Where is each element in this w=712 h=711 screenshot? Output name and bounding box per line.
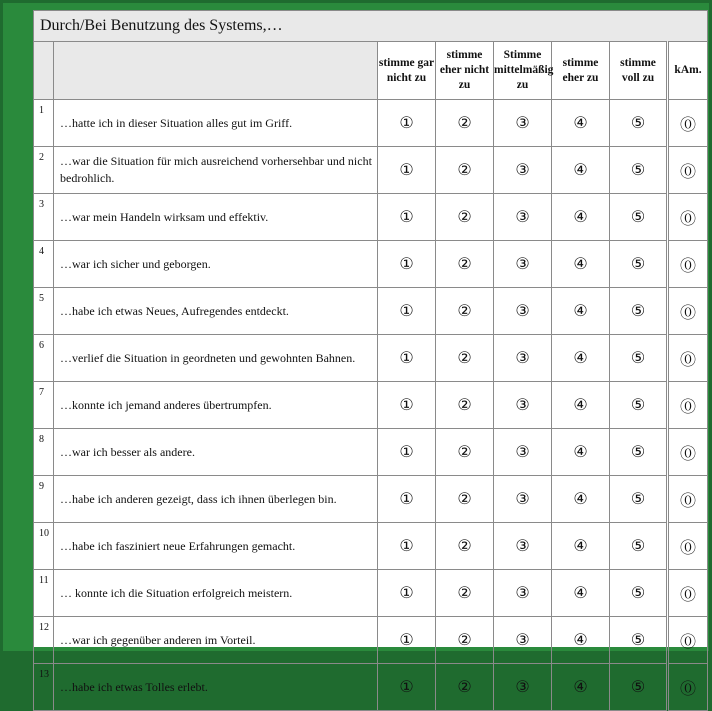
option-cell [494,100,552,147]
option-cell [610,429,668,476]
table-row [34,523,708,570]
option-1-radio[interactable]: ① [399,350,414,367]
item-statement: …konnte ich jemand anderes übertrumpfen. [54,382,378,429]
option-2-radio[interactable]: ② [457,444,472,461]
option-3-radio[interactable]: ③ [515,303,530,320]
option-cell [494,570,552,617]
item-statement: …hatte ich in dieser Situation alles gut im Griff. [54,100,378,147]
option-2-radio[interactable]: ② [457,538,472,555]
option-cell [378,617,436,664]
header-item-cell [54,42,378,100]
option-kam-radio[interactable]: ⓪ [680,210,697,228]
option-cell [436,147,494,194]
option-cell [436,570,494,617]
table-row [34,476,708,523]
header-row [34,42,708,100]
column-header-kam: kAm. [668,42,708,100]
option-cell [552,664,610,711]
item-statement: …war ich sicher und geborgen. [54,241,378,288]
option-4-radio[interactable]: ④ [573,679,588,696]
option-cell [378,194,436,241]
option-cell [668,570,708,617]
option-4-radio[interactable]: ④ [573,397,588,414]
option-3-radio[interactable]: ③ [515,162,530,179]
option-cell [552,288,610,335]
questionnaire-sheet [33,10,707,698]
option-cell [436,523,494,570]
table-row [34,335,708,382]
option-cell [552,382,610,429]
table-title: Durch/Bei Benutzung des Systems,… [34,11,708,42]
option-cell [552,147,610,194]
option-1-radio[interactable]: ① [399,115,414,132]
option-cell [668,147,708,194]
item-number: 12 [34,617,54,664]
option-4-radio[interactable]: ④ [573,256,588,273]
option-cell [378,570,436,617]
option-cell [436,288,494,335]
option-kam-radio[interactable]: ⓪ [680,163,697,181]
option-cell [610,147,668,194]
option-cell [552,429,610,476]
option-cell [552,570,610,617]
option-kam-radio[interactable]: ⓪ [680,633,697,651]
option-cell [378,100,436,147]
option-4-radio[interactable]: ④ [573,444,588,461]
item-statement: …habe ich fasziniert neue Erfahrungen gemacht. [54,523,378,570]
option-1-radio[interactable]: ① [399,209,414,226]
option-cell [436,194,494,241]
table-row [34,194,708,241]
column-header-4: stimme eher zu [552,42,610,100]
option-cell [668,335,708,382]
option-2-radio[interactable]: ② [457,303,472,320]
table-row [34,241,708,288]
column-header-2: stimme eher nicht zu [436,42,494,100]
option-cell [494,194,552,241]
option-kam-radio[interactable]: ⓪ [680,445,697,463]
option-cell [610,570,668,617]
item-statement: …habe ich etwas Neues, Aufregendes entdeckt. [54,288,378,335]
option-kam-radio[interactable]: ⓪ [680,539,697,557]
option-5-radio[interactable]: ⑤ [630,444,646,461]
option-cell [610,241,668,288]
option-5-radio[interactable]: ⑤ [630,115,646,132]
option-1-radio[interactable]: ① [399,538,414,555]
option-cell [668,194,708,241]
table-row [34,570,708,617]
option-cell [610,523,668,570]
option-cell [436,429,494,476]
option-4-radio[interactable]: ④ [573,303,588,320]
table-row [34,664,708,711]
questionnaire-table [33,10,708,711]
option-3-radio[interactable]: ③ [515,256,530,273]
option-2-radio[interactable]: ② [457,679,472,696]
option-1-radio[interactable]: ① [399,491,414,508]
option-cell [610,335,668,382]
option-4-radio[interactable]: ④ [573,350,588,367]
option-3-radio[interactable]: ③ [515,491,530,508]
option-1-radio[interactable]: ① [399,444,414,461]
option-4-radio[interactable]: ④ [573,538,588,555]
option-2-radio[interactable]: ② [457,350,472,367]
option-cell [610,476,668,523]
option-1-radio[interactable]: ① [399,256,414,273]
option-kam-radio[interactable]: ⓪ [680,257,697,275]
item-number: 4 [34,241,54,288]
option-kam-radio[interactable]: ⓪ [680,680,697,698]
option-5-radio[interactable]: ⑤ [630,679,646,696]
option-1-radio[interactable]: ① [399,585,414,602]
item-number: 6 [34,335,54,382]
option-2-radio[interactable]: ② [457,491,472,508]
option-cell [494,147,552,194]
option-5-radio[interactable]: ⑤ [630,632,646,649]
option-cell [610,382,668,429]
option-cell [494,523,552,570]
option-cell [610,288,668,335]
item-statement: …war ich besser als andere. [54,429,378,476]
option-cell [552,523,610,570]
item-statement: … konnte ich die Situation erfolgreich meistern. [54,570,378,617]
option-4-radio[interactable]: ④ [573,209,588,226]
item-statement: …war die Situation für mich ausreichend vorhersehbar und nicht bedrohlich. [54,147,378,194]
outer-frame [3,3,709,698]
option-cell [610,100,668,147]
option-kam-radio[interactable]: ⓪ [680,351,697,369]
option-kam-radio[interactable]: ⓪ [680,492,697,510]
option-2-radio[interactable]: ② [457,209,472,226]
option-cell [552,194,610,241]
option-cell [436,664,494,711]
item-statement: …habe ich anderen gezeigt, dass ich ihnen überlegen bin. [54,476,378,523]
option-cell [378,382,436,429]
option-cell [494,664,552,711]
item-number: 5 [34,288,54,335]
item-number: 13 [34,664,54,711]
option-cell [378,335,436,382]
item-statement: …war ich gegenüber anderen im Vorteil. [54,617,378,664]
option-cell [552,476,610,523]
option-3-radio[interactable]: ③ [515,115,530,132]
option-3-radio[interactable]: ③ [515,350,530,367]
option-5-radio[interactable]: ⑤ [630,585,646,602]
option-kam-radio[interactable]: ⓪ [680,398,697,416]
option-4-radio[interactable]: ④ [573,632,588,649]
option-cell [494,476,552,523]
option-cell [378,241,436,288]
option-cell [494,617,552,664]
option-1-radio[interactable]: ① [399,397,414,414]
table-row [34,100,708,147]
option-1-radio[interactable]: ① [399,162,414,179]
option-cell [552,100,610,147]
option-3-radio[interactable]: ③ [515,444,530,461]
option-3-radio[interactable]: ③ [515,632,530,649]
option-5-radio[interactable]: ⑤ [630,256,646,273]
option-cell [668,476,708,523]
option-2-radio[interactable]: ② [457,256,472,273]
option-cell [610,617,668,664]
option-2-radio[interactable]: ② [457,115,472,132]
option-cell [552,617,610,664]
option-cell [436,335,494,382]
option-cell [610,664,668,711]
option-3-radio[interactable]: ③ [515,209,530,226]
option-2-radio[interactable]: ② [457,632,472,649]
item-statement: …verlief die Situation in geordneten und gewohnten Bahnen. [54,335,378,382]
table-row [34,429,708,476]
item-number: 3 [34,194,54,241]
option-cell [378,147,436,194]
column-header-3: Stimme mittelmäßig zu [494,42,552,100]
option-cell [668,523,708,570]
option-2-radio[interactable]: ② [457,162,472,179]
table-row [34,147,708,194]
option-cell [668,382,708,429]
option-3-radio[interactable]: ③ [515,397,530,414]
option-2-radio[interactable]: ② [457,397,472,414]
item-number: 8 [34,429,54,476]
option-cell [436,100,494,147]
option-3-radio[interactable]: ③ [515,538,530,555]
option-cell [436,382,494,429]
option-cell [378,523,436,570]
option-1-radio[interactable]: ① [399,679,414,696]
option-5-radio[interactable]: ⑤ [630,538,646,555]
option-cell [494,241,552,288]
option-cell [494,382,552,429]
option-1-radio[interactable]: ① [399,303,414,320]
option-1-radio[interactable]: ① [399,632,414,649]
option-5-radio[interactable]: ⑤ [630,397,646,414]
item-number: 7 [34,382,54,429]
column-header-5: stimme voll zu [610,42,668,100]
title-row [34,11,708,42]
table-row [34,382,708,429]
option-cell [494,288,552,335]
item-statement: …habe ich etwas Tolles erlebt. [54,664,378,711]
item-number: 9 [34,476,54,523]
option-cell [494,429,552,476]
option-cell [668,429,708,476]
option-cell [668,241,708,288]
option-5-radio[interactable]: ⑤ [630,491,646,508]
table-row [34,617,708,664]
option-5-radio[interactable]: ⑤ [630,303,646,320]
option-cell [436,241,494,288]
option-cell [378,664,436,711]
option-4-radio[interactable]: ④ [573,585,588,602]
option-kam-radio[interactable]: ⓪ [680,116,697,134]
option-cell [494,335,552,382]
option-3-radio[interactable]: ③ [515,585,530,602]
option-cell [668,617,708,664]
header-number-cell [34,42,54,100]
option-cell [610,194,668,241]
option-cell [552,241,610,288]
option-5-radio[interactable]: ⑤ [630,350,646,367]
item-number: 10 [34,523,54,570]
option-3-radio[interactable]: ③ [515,679,530,696]
table-row [34,288,708,335]
option-cell [552,335,610,382]
option-cell [378,476,436,523]
item-number: 11 [34,570,54,617]
option-cell [378,288,436,335]
option-2-radio[interactable]: ② [457,585,472,602]
option-cell [668,100,708,147]
option-4-radio[interactable]: ④ [573,162,588,179]
option-5-radio[interactable]: ⑤ [630,209,646,226]
option-5-radio[interactable]: ⑤ [630,162,646,179]
item-statement: …war mein Handeln wirksam und effektiv. [54,194,378,241]
option-cell [436,617,494,664]
option-cell [668,288,708,335]
item-number: 2 [34,147,54,194]
option-cell [436,476,494,523]
option-kam-radio[interactable]: ⓪ [680,586,697,604]
column-header-1: stimme gar nicht zu [378,42,436,100]
item-number: 1 [34,100,54,147]
option-cell [668,664,708,711]
option-4-radio[interactable]: ④ [573,115,588,132]
option-4-radio[interactable]: ④ [573,491,588,508]
option-kam-radio[interactable]: ⓪ [680,304,697,322]
option-cell [378,429,436,476]
